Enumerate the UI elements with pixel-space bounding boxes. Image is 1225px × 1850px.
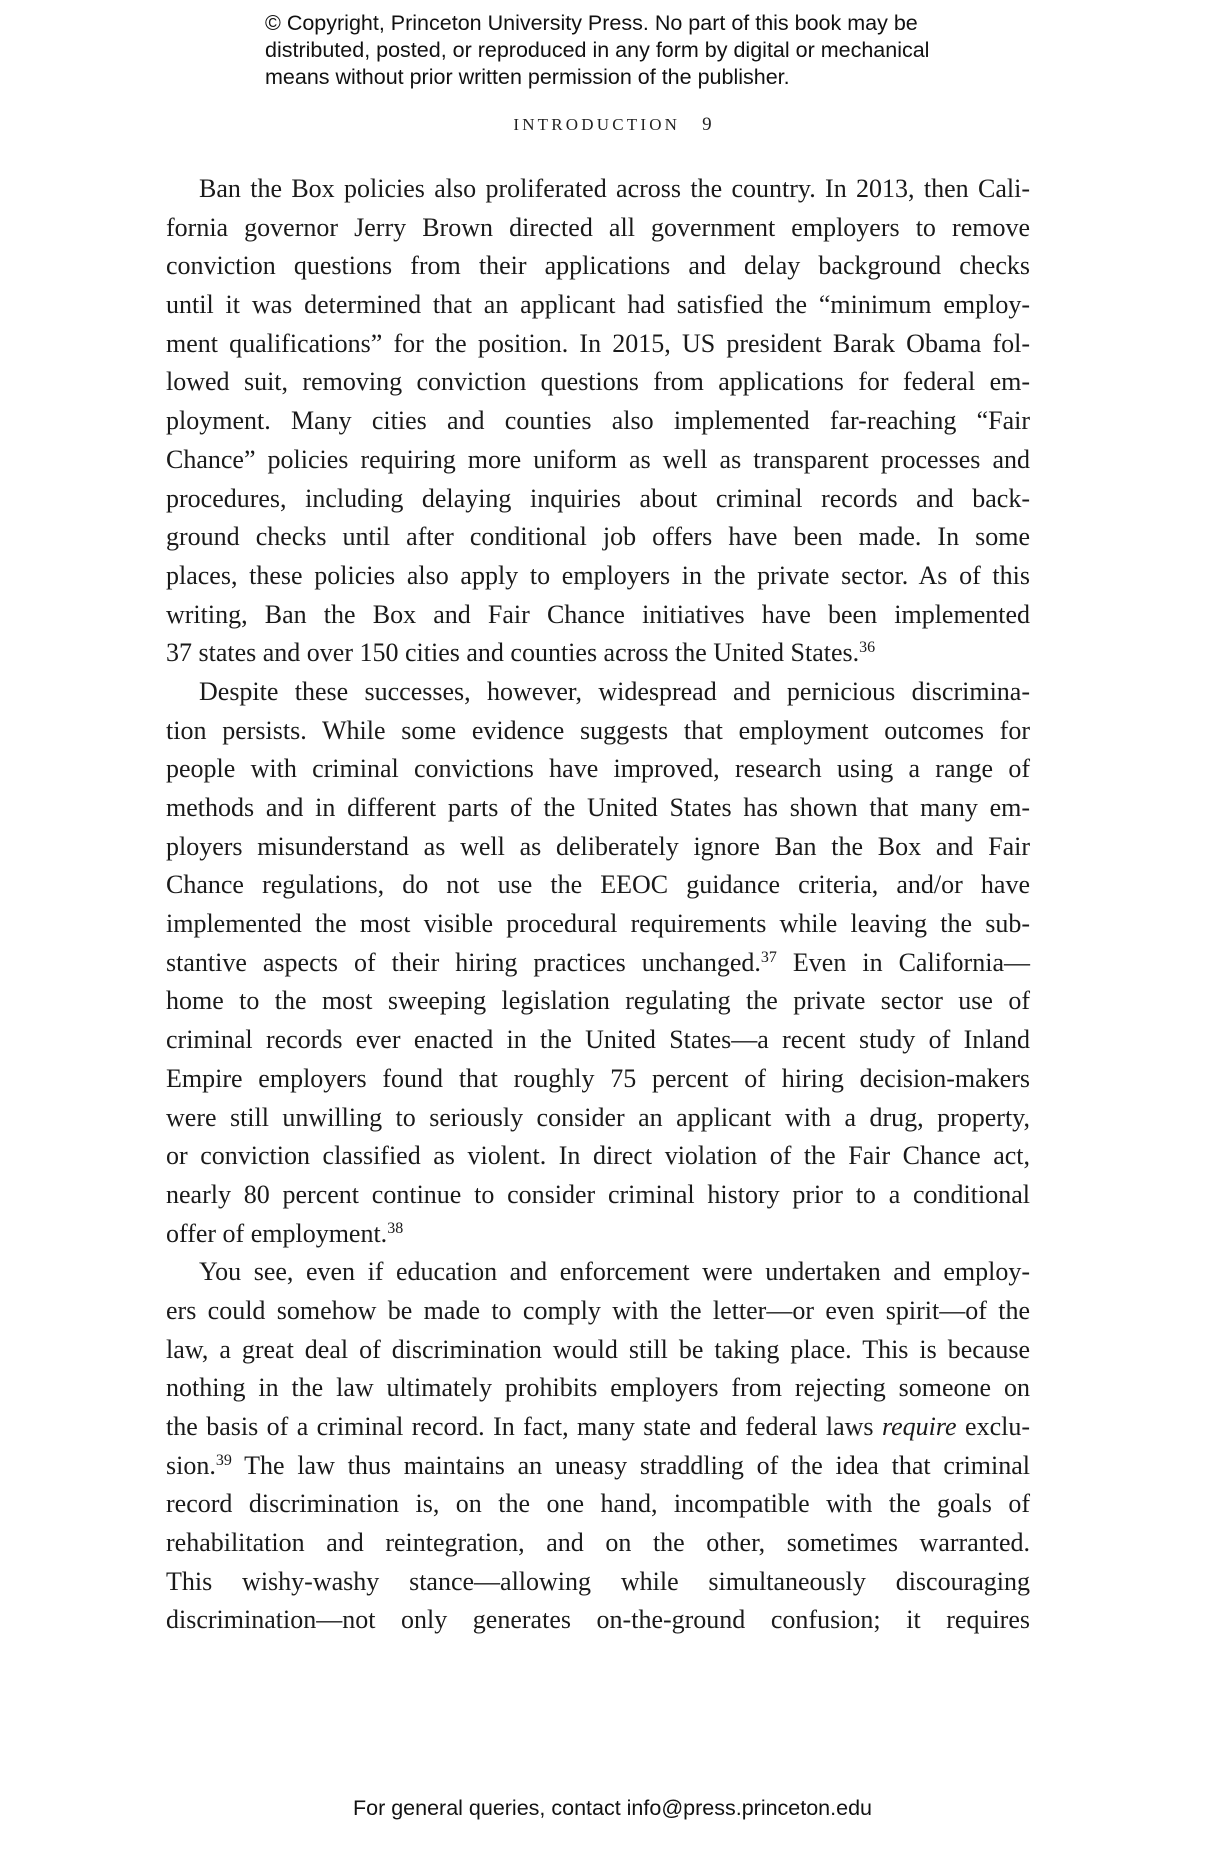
text-line	[166, 634, 1030, 673]
running-head	[0, 114, 1225, 136]
text-line: implemented the most visible procedural requirements while leaving the sub-	[166, 909, 1030, 939]
footnote-marker: 38	[387, 1219, 404, 1237]
text-fragment: stantive aspects of their hiring practices unchanged.	[166, 947, 761, 977]
text-line: Ban the Box policies also proliferated across the country. In 2013, then Cali-	[199, 174, 1030, 203]
text-line: ground checks until after conditional job offers have been made. In some	[166, 522, 1030, 552]
text-line: This wishy-washy stance—allowing while simultaneously discouraging	[166, 1566, 1030, 1596]
copyright-line: means without prior written permission of the publisher.	[265, 65, 790, 89]
text-line: conviction questions from their applications and delay background checks	[166, 251, 1030, 281]
text-line: ment qualifications” for the position. In 2015, US president Barak Obama fol-	[166, 328, 1030, 358]
copyright-line: © Copyright, Princeton University Press. No part of this book may be	[265, 11, 918, 35]
text-line	[166, 944, 1030, 983]
text-line: ployers misunderstand as well as deliberately ignore Ban the Box and Fair	[166, 831, 1030, 861]
copyright-notice	[265, 10, 1025, 91]
text-line	[166, 1408, 1030, 1447]
text-line: people with criminal convictions have improved, research using a range of	[166, 754, 1030, 784]
text-line	[166, 1447, 1030, 1486]
text-line: Chance regulations, do not use the EEOC guidance criteria, and/or have	[166, 870, 1030, 900]
text-line: nothing in the law ultimately prohibits employers from rejecting someone on	[166, 1373, 1030, 1403]
footer-contact: For general queries, contact info@press.princeton.edu	[352, 1796, 872, 1820]
text-line: Chance” policies requiring more uniform as well as transparent processes and	[166, 444, 1030, 474]
text-fragment: offer of employment.	[166, 1218, 388, 1248]
footnote-marker: 37	[760, 948, 777, 966]
text-line: rehabilitation and reintegration, and on the other, sometimes warranted.	[166, 1528, 1030, 1558]
text-line: ers could somehow be made to comply with the letter—or even spirit—of the	[166, 1295, 1030, 1325]
text-line: criminal records ever enacted in the United States—a recent study of Inland	[166, 1025, 1030, 1055]
text-fragment: sion.	[166, 1450, 216, 1480]
text-line: You see, even if education and enforcement were undertaken and employ-	[199, 1257, 1030, 1287]
text-fragment: The law thus maintains an uneasy straddling of the idea that criminal	[231, 1450, 1030, 1480]
text-fragment: exclu-	[956, 1412, 1030, 1441]
text-line	[166, 1215, 1030, 1254]
text-line: fornia governor Jerry Brown directed all government employers to remove	[166, 212, 1030, 242]
text-line: Despite these successes, however, widespread and pernicious discrimina-	[199, 676, 1030, 706]
text-fragment: the basis of a criminal record. In fact, many state and federal laws	[166, 1412, 882, 1441]
text-fragment: Even in California—	[776, 947, 1030, 977]
text-line: were still unwilling to seriously consider an applicant with a drug, property,	[166, 1102, 1030, 1132]
chapter-title: INTRODUCTION	[513, 115, 681, 134]
emphasis-text: require	[881, 1412, 957, 1441]
footnote-marker: 36	[859, 639, 876, 657]
text-line: places, these policies also apply to employers in the private sector. As of this	[166, 560, 1030, 590]
text-fragment: 37 states and over 150 cities and counties across the United States.	[166, 638, 860, 668]
text-line: tion persists. While some evidence suggests that employment outcomes for	[166, 715, 1030, 745]
copyright-line: distributed, posted, or reproduced in any form by digital or mechanical	[265, 38, 930, 62]
text-line: methods and in different parts of the United States has shown that many em-	[166, 793, 1030, 822]
text-line: lowed suit, removing conviction questions from applications for federal em-	[166, 367, 1030, 397]
text-line: procedures, including delaying inquiries about criminal records and back-	[166, 483, 1030, 513]
text-line: law, a great deal of discrimination would still be taking place. This is because	[166, 1334, 1030, 1364]
text-line: or conviction classified as violent. In direct violation of the Fair Chance act,	[166, 1141, 1030, 1171]
text-line: until it was determined that an applicant had satisfied the “minimum employ-	[166, 290, 1030, 320]
text-line: home to the most sweeping legislation regulating the private sector use of	[166, 986, 1030, 1016]
text-line: discrimination—not only generates on-the-ground confusion; it requires	[166, 1605, 1030, 1635]
page-number: 9	[702, 114, 712, 135]
text-line: nearly 80 percent continue to consider criminal history prior to a conditional	[166, 1179, 1030, 1209]
text-line: writing, Ban the Box and Fair Chance initiatives have been implemented	[166, 599, 1030, 629]
text-line: Empire employers found that roughly 75 percent of hiring decision-makers	[166, 1063, 1030, 1093]
text-line: record discrimination is, on the one hand, incompatible with the goals of	[166, 1489, 1030, 1519]
text-line: ployment. Many cities and counties also implemented far-reaching “Fair	[166, 406, 1030, 436]
footnote-marker: 39	[215, 1451, 232, 1469]
body-text	[166, 170, 1030, 1640]
